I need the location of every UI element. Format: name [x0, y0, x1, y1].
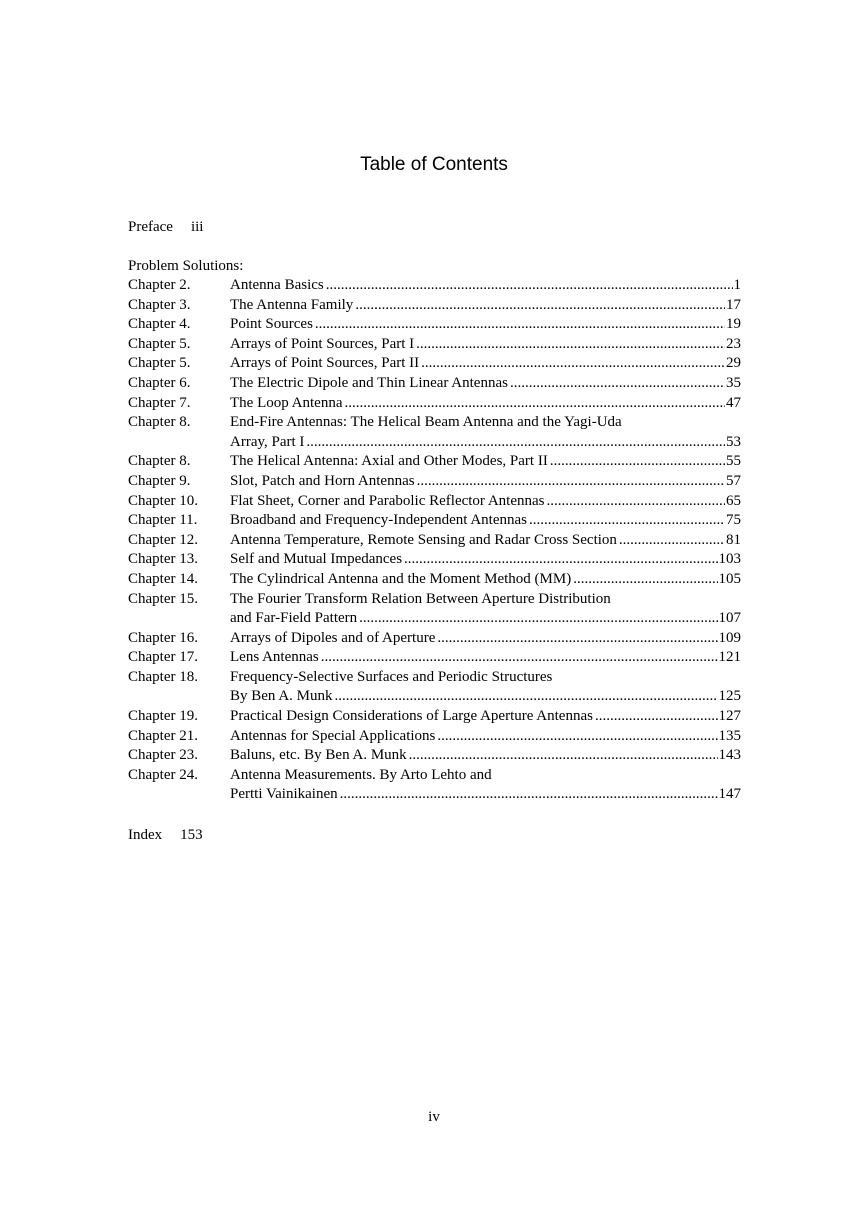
index-entry [128, 826, 203, 846]
dot-leader [437, 727, 717, 747]
chapter-number: Chapter 9. [128, 472, 191, 489]
chapter-title-block [230, 374, 741, 394]
chapter-page: 19 [726, 316, 741, 333]
title-line [230, 452, 741, 472]
dot-leader [510, 374, 725, 394]
chapter-title-block [230, 590, 741, 629]
chapter-title-block [230, 472, 741, 492]
toc-entry [128, 668, 741, 707]
chapter-title-block [230, 276, 741, 296]
chapter-title: By Ben A. Munk [230, 688, 333, 705]
chapter-number: Chapter 21. [128, 727, 198, 744]
title-line [230, 296, 741, 316]
chapter-page: 109 [718, 629, 741, 646]
chapter-page: 17 [726, 296, 741, 313]
title-line [230, 492, 741, 512]
dot-leader [404, 550, 717, 570]
dot-leader [409, 746, 718, 766]
chapter-title: Antennas for Special Applications [230, 727, 436, 744]
title-line [230, 785, 741, 805]
chapter-title: Broadband and Frequency-Independent Antennas [230, 512, 527, 529]
index-label: Index [128, 827, 163, 843]
dot-leader [416, 335, 725, 355]
chapter-title: End-Fire Antennas: The Helical Beam Antenna and the Yagi-Uda [230, 414, 622, 431]
chapter-title-block [230, 550, 741, 570]
chapter-title: The Loop Antenna [230, 394, 343, 411]
chapter-number: Chapter 11. [128, 512, 198, 529]
chapter-page: 121 [718, 649, 741, 666]
title-line [230, 354, 741, 374]
toc-entry [128, 335, 741, 355]
toc-entry [128, 648, 741, 668]
chapter-title-block [230, 492, 741, 512]
chapter-page: 125 [718, 688, 741, 705]
chapter-page: 29 [726, 355, 741, 372]
chapter-number: Chapter 24. [128, 766, 198, 783]
dot-leader [359, 609, 717, 629]
chapter-number: Chapter 19. [128, 708, 198, 725]
dot-leader [421, 354, 725, 374]
chapter-page: 1 [733, 277, 741, 293]
title-line [230, 472, 741, 492]
chapter-number: Chapter 5. [128, 355, 191, 372]
chapter-number: Chapter 16. [128, 629, 198, 646]
chapter-number: Chapter 6. [128, 374, 191, 391]
chapter-title-block [230, 511, 741, 531]
chapter-number: Chapter 7. [128, 394, 191, 411]
chapter-page: 147 [718, 786, 741, 803]
chapter-title: Flat Sheet, Corner and Parabolic Reflector Antennas [230, 492, 545, 509]
chapter-number: Chapter 15. [128, 590, 198, 607]
title-line [230, 687, 741, 707]
title-line [230, 433, 741, 453]
toc-entry [128, 354, 741, 374]
title-line [230, 766, 741, 786]
chapter-number: Chapter 13. [128, 551, 198, 568]
chapter-title-block [230, 668, 741, 707]
toc-entry [128, 629, 741, 649]
dot-leader [417, 472, 725, 492]
chapter-number: Chapter 5. [128, 335, 191, 352]
dot-leader [437, 629, 717, 649]
chapter-page: 107 [718, 610, 741, 627]
chapter-title-block [230, 766, 741, 805]
toc-entry [128, 550, 741, 570]
chapter-title: Antenna Basics [230, 277, 324, 293]
toc-entry [128, 472, 741, 492]
title-line [230, 335, 741, 355]
chapter-title: Baluns, etc. By Ben A. Munk [230, 747, 407, 764]
index-page: 153 [180, 827, 203, 843]
chapter-number: Chapter 4. [128, 316, 191, 333]
chapter-title: Antenna Measurements. By Arto Lehto and [230, 766, 492, 783]
dot-leader [550, 452, 725, 472]
problem-solutions-heading: Problem Solutions: [128, 258, 244, 274]
dot-leader [595, 707, 718, 727]
chapter-title: The Electric Dipole and Thin Linear Antennas [230, 374, 508, 391]
chapter-title: Arrays of Dipoles and of Aperture [230, 629, 436, 646]
toc-entry [128, 374, 741, 394]
toc-entry [128, 315, 741, 335]
chapter-page: 127 [718, 708, 741, 725]
chapter-number: Chapter 2. [128, 277, 191, 293]
chapter-title-block [230, 531, 741, 551]
chapter-number: Chapter 12. [128, 531, 198, 548]
toc-entry [128, 570, 741, 590]
chapter-page: 81 [726, 531, 741, 548]
chapter-page: 23 [726, 335, 741, 352]
chapter-title: The Antenna Family [230, 296, 354, 313]
dot-leader [335, 687, 718, 707]
chapter-title: Array, Part I [230, 433, 305, 450]
toc-entry [128, 296, 741, 316]
chapter-title-block [230, 707, 741, 727]
toc-entry [128, 746, 741, 766]
toc-entry [128, 452, 741, 472]
page-number: iv [428, 1109, 440, 1125]
title-line [230, 727, 741, 747]
chapter-title-block [230, 727, 741, 747]
title-line [230, 315, 741, 335]
chapter-title-block [230, 629, 741, 649]
chapter-number: Chapter 8. [128, 453, 191, 470]
page-title: Table of Contents [360, 154, 508, 175]
dot-leader [326, 276, 733, 296]
dot-leader [529, 511, 725, 531]
chapter-title: The Helical Antenna: Axial and Other Modes, Part II [230, 453, 548, 470]
chapter-title-block [230, 570, 741, 590]
dot-leader [315, 315, 725, 335]
title-line [230, 511, 741, 531]
title-line [230, 609, 741, 629]
toc-entry [128, 413, 741, 452]
chapter-title-block [230, 452, 741, 472]
toc-entry [128, 276, 741, 296]
chapter-title: Practical Design Considerations of Large Aperture Antennas [230, 708, 593, 725]
chapter-title: Antenna Temperature, Remote Sensing and Radar Cross Section [230, 531, 617, 548]
chapter-title-block [230, 394, 741, 414]
chapter-number: Chapter 18. [128, 668, 198, 685]
chapter-title: Lens Antennas [230, 649, 319, 666]
title-line [230, 590, 741, 610]
toc-list [128, 276, 741, 805]
title-line [230, 531, 741, 551]
chapter-title-block [230, 746, 741, 766]
title-line [230, 394, 741, 414]
chapter-title: Self and Mutual Impedances [230, 551, 403, 568]
chapter-page: 65 [726, 492, 741, 509]
chapter-page: 105 [718, 570, 741, 587]
title-line [230, 746, 741, 766]
chapter-number: Chapter 10. [128, 492, 198, 509]
chapter-title: and Far-Field Pattern [230, 610, 358, 627]
chapter-title-block [230, 648, 741, 668]
chapter-title: Arrays of Point Sources, Part II [230, 355, 420, 372]
chapter-page: 47 [726, 394, 741, 411]
title-line [230, 276, 741, 296]
chapter-title: Point Sources [230, 316, 313, 333]
chapter-title: Arrays of Point Sources, Part I [230, 335, 415, 352]
chapter-title: Slot, Patch and Horn Antennas [230, 472, 415, 489]
chapter-page: 57 [726, 472, 741, 489]
toc-entry [128, 531, 741, 551]
chapter-page: 35 [726, 374, 741, 391]
chapter-title-block [230, 315, 741, 335]
toc-entry [128, 727, 741, 747]
chapter-page: 55 [726, 453, 741, 470]
chapter-title: The Cylindrical Antenna and the Moment Method (MM) [230, 570, 572, 587]
chapter-title: Frequency-Selective Surfaces and Periodic Structures [230, 668, 553, 685]
title-line [230, 570, 741, 590]
chapter-page: 103 [718, 551, 741, 568]
dot-leader [340, 785, 718, 805]
title-line [230, 629, 741, 649]
chapter-title: The Fourier Transform Relation Between Aperture Distribution [230, 590, 611, 607]
chapter-number: Chapter 14. [128, 570, 198, 587]
chapter-page: 143 [718, 747, 741, 764]
dot-leader [355, 296, 725, 316]
title-line [230, 648, 741, 668]
preface-page: iii [190, 219, 204, 235]
dot-leader [321, 648, 718, 668]
dot-leader [547, 492, 726, 512]
toc-entry [128, 492, 741, 512]
preface-label: Preface [128, 219, 173, 235]
toc-entry [128, 590, 741, 629]
title-line [230, 374, 741, 394]
chapter-title-block [230, 296, 741, 316]
chapter-page: 53 [726, 433, 741, 450]
dot-leader [306, 433, 725, 453]
chapter-number: Chapter 8. [128, 414, 191, 431]
title-line [230, 413, 741, 433]
toc-entry [128, 511, 741, 531]
toc-entry [128, 766, 741, 805]
chapter-title-block [230, 413, 741, 452]
preface-entry [128, 218, 203, 238]
dot-leader [619, 531, 725, 551]
chapter-page: 135 [718, 727, 741, 744]
toc-entry [128, 707, 741, 727]
chapter-number: Chapter 3. [128, 296, 191, 313]
chapter-number: Chapter 17. [128, 649, 198, 666]
chapter-title-block [230, 354, 741, 374]
chapter-number: Chapter 23. [128, 747, 198, 764]
chapter-title: Pertti Vainikainen [230, 786, 338, 803]
title-line [230, 668, 741, 688]
title-line [230, 550, 741, 570]
chapter-page: 75 [726, 512, 741, 529]
toc-entry [128, 394, 741, 414]
dot-leader [573, 570, 717, 590]
dot-leader [344, 394, 725, 414]
title-line [230, 707, 741, 727]
chapter-title-block [230, 335, 741, 355]
